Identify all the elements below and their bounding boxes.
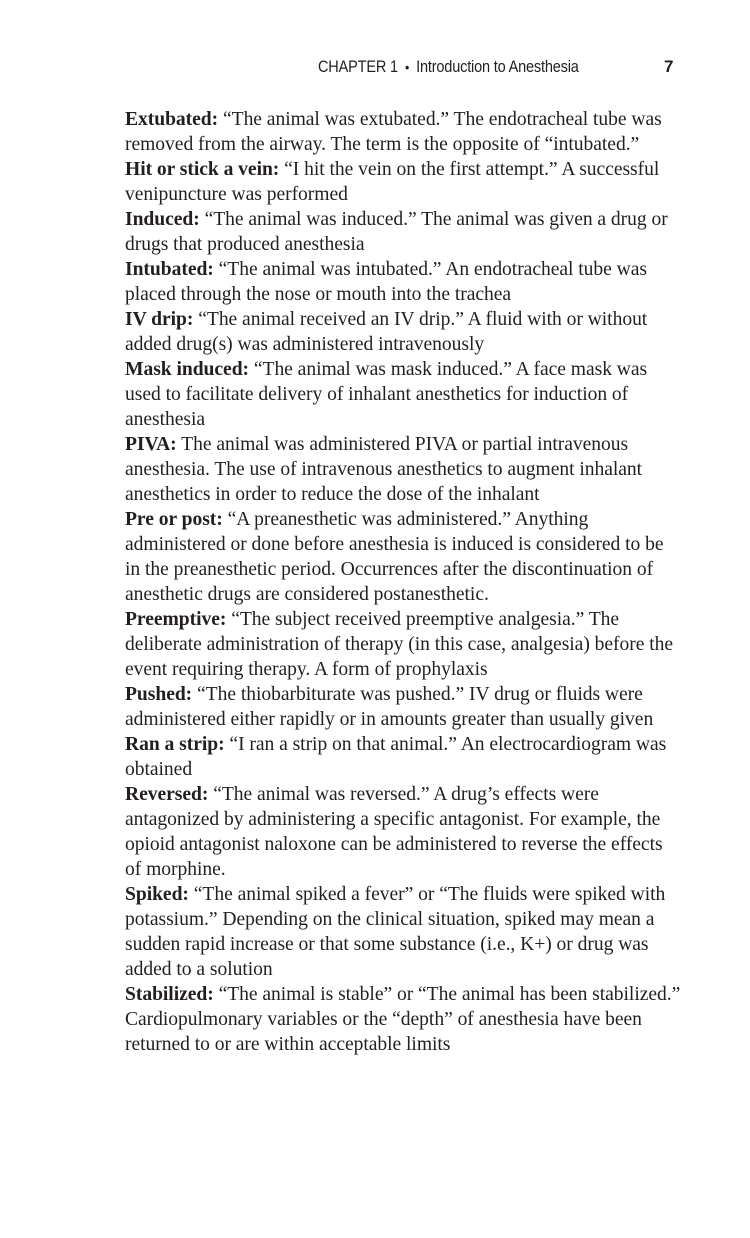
glossary-entry-spiked xyxy=(125,882,681,982)
glossary-entry-iv-drip xyxy=(125,307,681,357)
running-head xyxy=(318,58,635,80)
glossary-definition: “I hit the vein on the first attempt.” A successful venipuncture was performed xyxy=(125,159,660,205)
glossary-term: Reversed: xyxy=(125,784,209,805)
chapter-title: Introduction to Anesthesia xyxy=(416,58,579,76)
glossary-entry-intubated xyxy=(125,257,681,307)
glossary-definition: “I ran a strip on that animal.” An electrocardiogram was obtained xyxy=(125,734,667,780)
glossary-entry-mask-induced xyxy=(125,357,681,432)
glossary-definition: “The animal spiked a fever” or “The fluids were spiked with potassium.” Depending on the clinical situation, spiked may mean a sudden rapid increase or that some substance (i.e., K+) or drug was added to a solution xyxy=(125,884,666,980)
glossary-term: PIVA: xyxy=(125,434,177,455)
glossary-term: Spiked: xyxy=(125,884,189,905)
glossary-term: Ran a strip: xyxy=(125,734,225,755)
glossary-term: Preemptive: xyxy=(125,609,227,630)
glossary-definition: “The animal was extubated.” The endotracheal tube was removed from the airway. The term is the opposite of “intubated.” xyxy=(125,109,662,155)
glossary-entry-induced xyxy=(125,207,681,257)
glossary-term: Extubated: xyxy=(125,109,219,130)
header-separator: • xyxy=(404,59,410,75)
glossary-definition: “The subject received preemptive analgesia.” The deliberate administration of therapy (in this case, analgesia) before the event requiring therapy. A form of prophylaxis xyxy=(125,609,674,680)
glossary-term: Mask induced: xyxy=(125,359,250,380)
glossary-entry-hit-or-stick-a-vein xyxy=(125,157,681,207)
page-number: 7 xyxy=(664,57,674,76)
glossary-term: Induced: xyxy=(125,209,200,230)
glossary-entry-preemptive xyxy=(125,607,681,682)
glossary-term: IV drip: xyxy=(125,309,194,330)
glossary-definition: “The thiobarbiturate was pushed.” IV drug or fluids were administered either rapidly or in amounts greater than usually given xyxy=(125,684,654,730)
glossary-definition: “The animal was reversed.” A drug’s effects were antagonized by administering a specific antagonist. For example, the opioid antagonist naloxone can be administered to reverse the effects of morphine. xyxy=(125,784,663,880)
glossary-entry-stabilized xyxy=(125,982,681,1057)
glossary-term: Hit or stick a vein: xyxy=(125,159,280,180)
glossary-entry-reversed xyxy=(125,782,681,882)
glossary-entry-piva xyxy=(125,432,681,507)
glossary-definition: “The animal is stable” or “The animal has been stabilized.” Cardiopulmonary variables or the “depth” of anesthesia have been returned to or are within acceptable limits xyxy=(125,984,681,1055)
glossary-definition: “A preanesthetic was administered.” Anything administered or done before anesthesia is induced is considered to be in the preanesthetic period. Occurrences after the discontinuation of anesthetic drugs are considered postanesthetic. xyxy=(125,509,664,605)
glossary-entry-pushed xyxy=(125,682,681,732)
glossary-definition: The animal was administered PIVA or partial intravenous anesthesia. The use of intravenous anesthetics to augment inhalant anesthetics in order to reduce the dose of the inhalant xyxy=(125,434,643,505)
glossary-term: Pre or post: xyxy=(125,509,223,530)
glossary-definition: “The animal was intubated.” An endotracheal tube was placed through the nose or mouth into the trachea xyxy=(125,259,647,305)
glossary-term: Intubated: xyxy=(125,259,214,280)
glossary-entry-pre-or-post xyxy=(125,507,681,607)
chapter-label: CHAPTER 1 xyxy=(318,58,398,76)
glossary-entry-extubated xyxy=(125,107,681,157)
glossary-term: Stabilized: xyxy=(125,984,214,1005)
glossary-list xyxy=(125,107,681,1057)
glossary-definition: “The animal was mask induced.” A face mask was used to facilitate delivery of inhalant anesthetics for induction of anesthesia xyxy=(125,359,648,430)
glossary-definition: “The animal was induced.” The animal was given a drug or drugs that produced anesthesia xyxy=(125,209,668,255)
glossary-term: Pushed: xyxy=(125,684,193,705)
glossary-entry-ran-a-strip xyxy=(125,732,681,782)
glossary-definition: “The animal received an IV drip.” A fluid with or without added drug(s) was administered intravenously xyxy=(125,309,648,355)
